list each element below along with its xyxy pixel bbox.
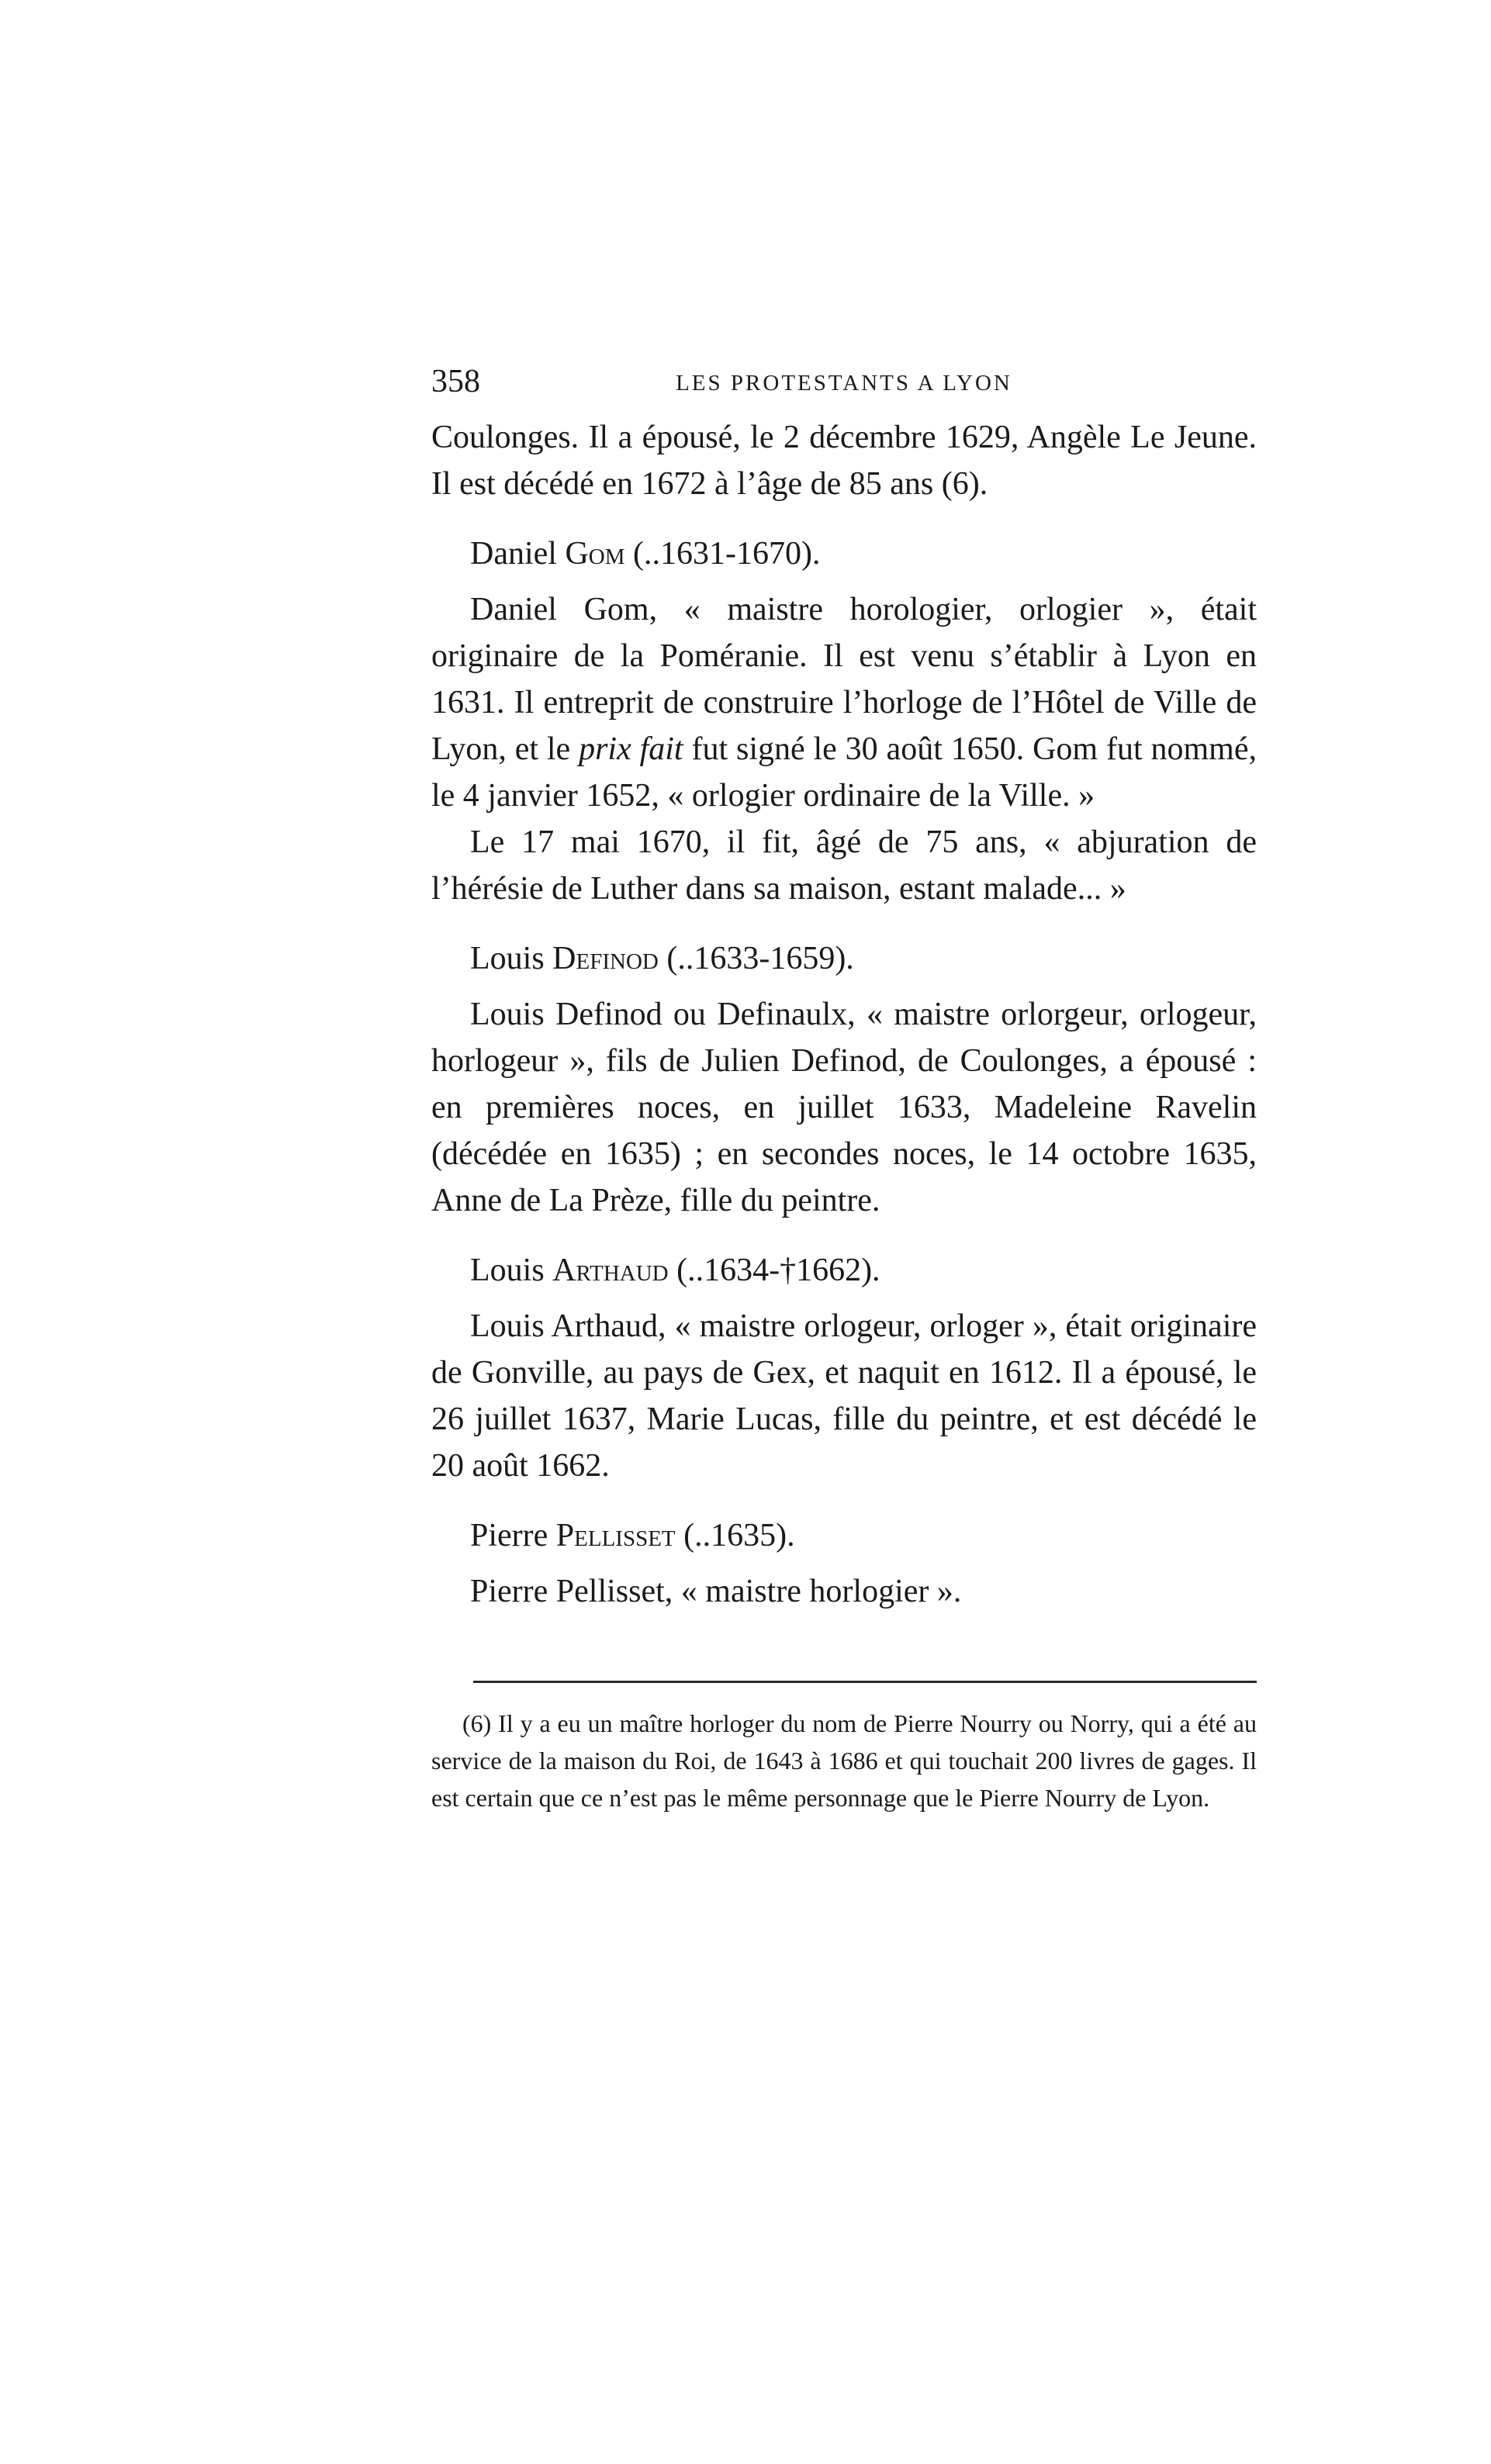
heading-surname: Arthaud: [552, 1253, 669, 1288]
heading-surname: Definod: [552, 941, 659, 976]
footnote: (6) Il y a eu un maître horloger du nom de Pierre Nourry ou Norry, qui a été au service de la maison du Roi, de 1643 à 1686 et qui touchait 200 livres de gages. Il est certain que ce n’est pas le même personnage que le Pierre Nourry de Lyon.: [431, 1709, 1257, 1812]
entry-heading-arthaud: [431, 1247, 1257, 1294]
heading-surname: Gom: [565, 536, 625, 572]
page-header: [431, 358, 1257, 405]
italic-phrase: prix fait: [579, 731, 683, 767]
running-head: LES PROTESTANTS A LYON: [676, 371, 1012, 396]
heading-first-name: Daniel: [470, 536, 566, 572]
paragraph-text: Daniel Gom, « maistre horologier, orlogier », était originaire de la Poméranie. Il est venu s’établir à Lyon en 1631. Il entreprit de construire l’horloge de l’Hôtel de Ville de Lyon, et le: [431, 592, 1257, 767]
heading-dates: (..1635).: [675, 1518, 795, 1553]
footnote-divider: [473, 1681, 1257, 1683]
entry-paragraph-gom-2: Le 17 mai 1670, il fit, âgé de 75 ans, « abjuration de l’hérésie de Luther dans sa maison, estant malade... »: [431, 824, 1257, 907]
heading-first-name: Louis: [470, 1253, 553, 1288]
entry-heading-pellisset: [431, 1512, 1257, 1559]
heading-surname: Pellisset: [555, 1518, 676, 1553]
entry-paragraph-arthaud: Louis Arthaud, « maistre orlogeur, orloger », était originaire de Gonville, au pays de Gex, et naquit en 1612. Il a épousé, le 26 juillet 1637, Marie Lucas, fille du peintre, et est décédé le 20 août 1662.: [431, 1308, 1257, 1484]
entry-heading-definod: [431, 935, 1257, 982]
entry-paragraph-gom-1: [431, 586, 1257, 819]
paragraph-text: fut signé le 30 août 1650. Gom fut nommé, le 4 janvier 1652, « orlogier ordinaire de la Ville. »: [431, 731, 1257, 814]
entry-heading-gom: [431, 530, 1257, 577]
entry-paragraph-definod: Louis Definod ou Definaulx, « maistre orlorgeur, orlogeur, horlogeur », fils de Julien Definod, de Coulonges, a épousé : en premières noces, en juillet 1633, Madeleine Ravelin (décédée en 1635) ; en secondes noces, le 14 octobre 1635, Anne de La Prèze, fille du peintre.: [431, 997, 1257, 1218]
heading-dates: (..1633-1659).: [658, 941, 854, 976]
body-text: [431, 414, 1257, 1615]
entry-paragraph-pellisset: Pierre Pellisset, « maistre horlogier ».: [470, 1574, 962, 1609]
page-number: 358: [431, 364, 480, 399]
heading-dates: (..1634-†1662).: [668, 1253, 880, 1288]
heading-dates: (..1631-1670).: [624, 536, 821, 572]
heading-first-name: Pierre: [470, 1518, 556, 1553]
continuation-paragraph: Coulonges. Il a épousé, le 2 décembre 1629, Angèle Le Jeune. Il est décédé en 1672 à l’âge de 85 ans (6).: [431, 420, 1257, 502]
heading-first-name: Louis: [470, 941, 553, 976]
